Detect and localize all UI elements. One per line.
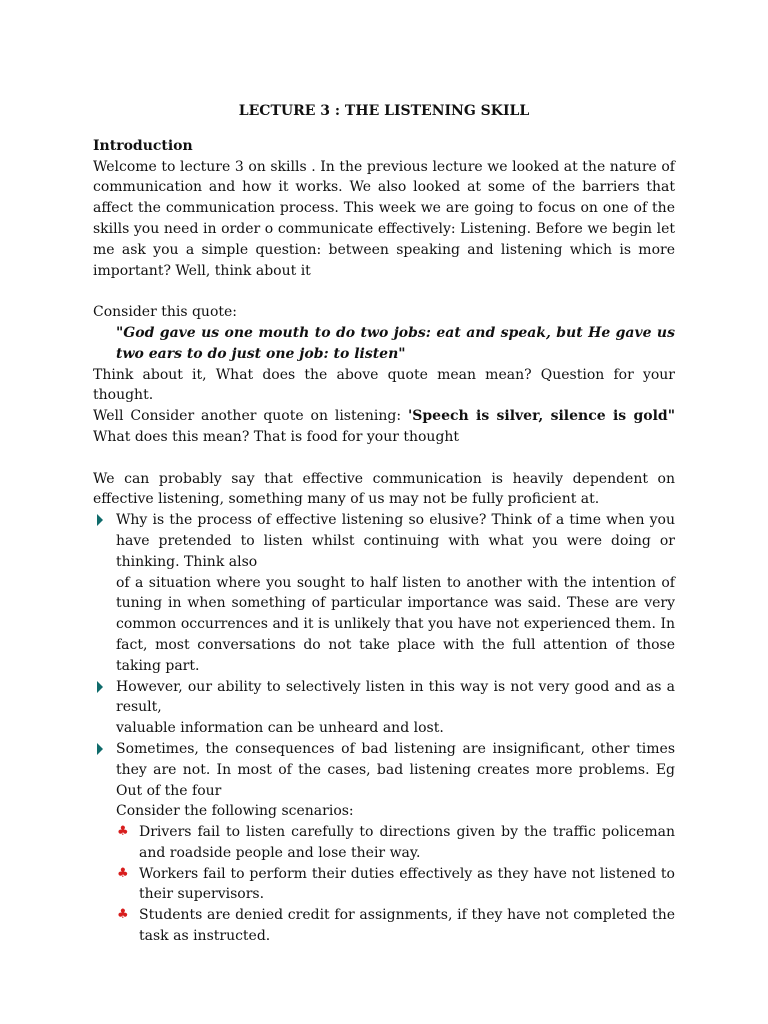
think-line: Think about it, What does the above quote mean mean? Question for your thought. [93,366,675,404]
scenario-text: Drivers fail to listen carefully to directions given by the traffic policeman and roadside people and lose their way. [139,824,675,861]
consider-label: Consider this quote: [93,304,237,321]
club-icon: ♣ [117,824,129,840]
list-item [93,677,675,739]
list-item-text: However, our ability to selectively listen in this way is not very good and as a result, [116,678,675,716]
page-title: LECTURE 3 : THE LISTENING SKILL [238,103,530,119]
club-icon: ♣ [117,865,129,881]
arrow-right-icon [97,681,103,693]
second-quote-paragraph [93,406,675,448]
second-quote-prefix: Well Consider another quote on listening: [93,408,408,425]
club-icon: ♣ [117,907,129,923]
list-item [93,739,675,822]
scenario-text: Workers fail to perform their duties effectively as they have not listened to their supervisors. [139,865,675,903]
intro-paragraph: Welcome to lecture 3 on skills . In the previous lecture we looked at the nature of communication and how it works. We also looked at some of the barriers that affect the communication process. This week we are going to focus on one of the skills you need in order o communicate effectively: Listening. Before we begin let me ask you a simple question: between speaking and listening which is more important? Well, think about it [93,158,675,279]
list-item-continuation: Consider the following scenarios: [116,803,354,820]
spacer [93,281,675,302]
list-item-continuation: valuable information can be unheard and lost. [116,720,444,737]
intro-heading: Introduction [93,137,193,154]
scenario-text: Students are denied credit for assignments, if they have not completed the task as instructed. [139,907,675,945]
list-item-continuation: of a situation where you sought to half listen to another with the intention of tuning in when something of particular importance was said. These are very common occurrences and it is unlikely that you have not experienced them. In fact, most conversations do not take place with the full attention of those taking part. [116,574,675,674]
scenario-list [116,822,675,947]
arrow-right-icon [97,743,103,755]
second-quote-text: 'Speech is silver, silence is gold" [407,408,675,425]
second-quote-suffix: What does this mean? That is food for your thought [93,428,460,445]
list-item [93,510,675,676]
scenario-item [116,905,675,947]
scenario-item [116,822,675,864]
spacer [93,448,675,469]
scenario-item [116,864,675,906]
effective-paragraph: We can probably say that effective communication is heavily dependent on effective listening, something many of us may not be fully proficient at. [93,470,675,508]
quote-text: "God gave us one mouth to do two jobs: eat and speak, but He gave us two ears to do just one job: to listen" [116,324,675,362]
document-page [93,101,675,947]
list-item-text: Why is the process of effective listening so elusive? Think of a time when you have pretended to listen whilst continuing with what you were doing or thinking. Think also [116,512,675,570]
arrow-right-icon [97,514,103,526]
list-item-text: Sometimes, the consequences of bad listening are insignificant, other times they are not. In most of the cases, bad listening creates more problems. Eg Out of the four [116,740,675,799]
arrow-bullet-list [93,510,675,822]
